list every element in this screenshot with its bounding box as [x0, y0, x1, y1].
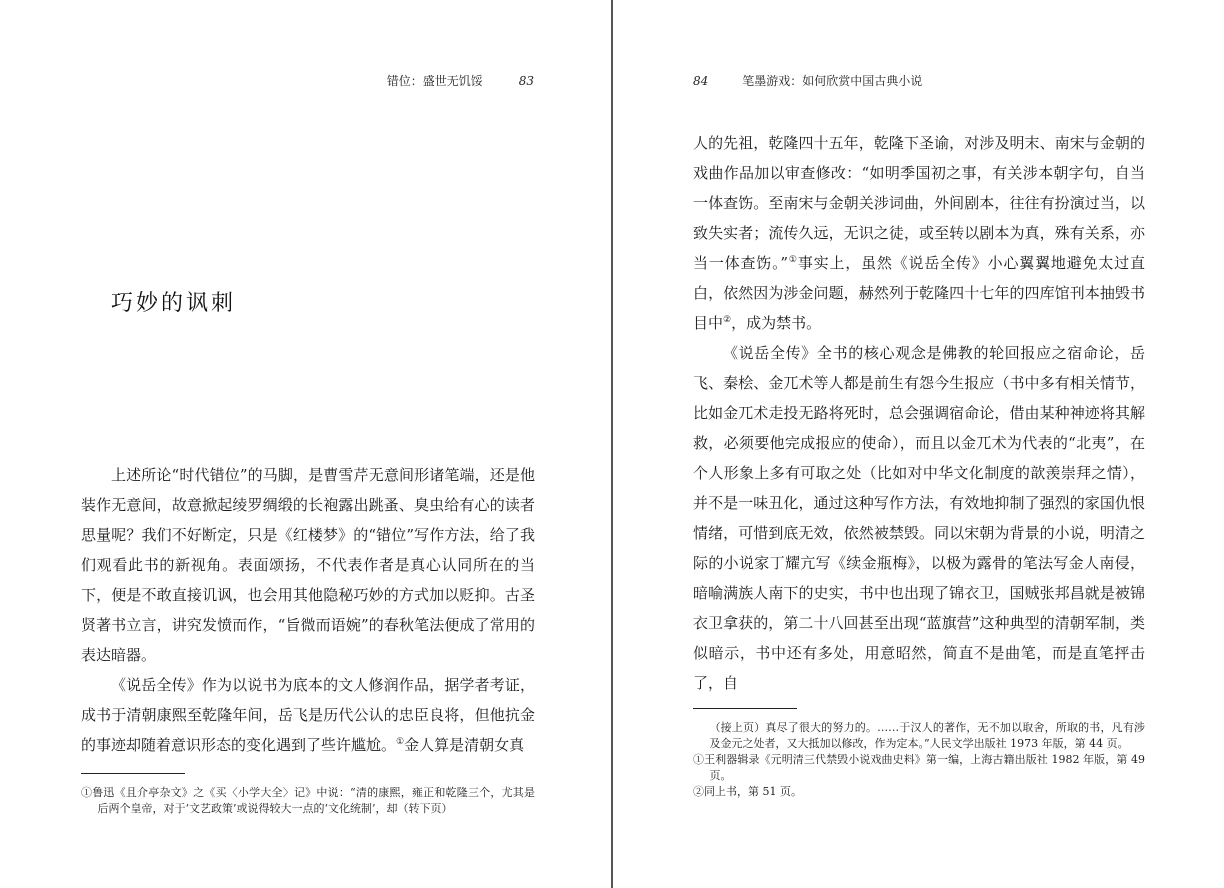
paragraph [693, 128, 1145, 338]
footnote-ref: ① [396, 737, 405, 747]
paragraph: 《说岳全传》全书的核心观念是佛教的轮回报应之宿命论，岳飞、秦桧、金兀术等人都是前生有怨今生报应（书中多有相关情节，比如金兀术走投无路将死时，总会强调宿命论，借由某种神迹将其解救，必须要他完成报应的使命），而且以金兀术为代表的“北夷”，在个人形象上多有可取之处（比如对中华文化制度的歆羡崇拜之情），并不是一味丑化，通过这种写作方法，有效地抑制了强烈的家国仇恨情绪，可惜到底无效，依然被禁毁。同以宋朝为背景的小说，明清之际的小说家丁耀亢写《续金瓶梅》，以极为露骨的笔法写金人南侵，暗喻满族人南下的史实，书中也出现了锦衣卫，国贼张邦昌就是被锦衣卫拿获的，第二十八回甚至出现“蓝旗营”这种典型的清朝军制，类似暗示，书中还有多处，用意昭然，简直不是曲笔，而是直笔抨击了，自 [693, 344, 1145, 692]
paragraph-text: 金人算是清朝女真 [404, 736, 525, 754]
running-head-right [693, 72, 922, 89]
footnote: ①鲁迅《且介亭杂文》之《买〈小学大全〉记》中说：“清的康熙，雍正和乾隆三个，尤其是后两个皇帝，对于‘文艺政策’或说得较大一点的‘文化统制’，却（转下页） [81, 786, 535, 815]
paragraph-text: ，成为禁书。 [731, 314, 822, 332]
chapter-title: 巧妙的讽刺 [111, 291, 237, 316]
footnotes-left [81, 785, 535, 817]
running-head-title: 错位：盛世无饥馁 [386, 74, 483, 88]
paragraph-text: 人的先祖，乾隆四十五年，乾隆下圣谕，对涉及明末、南宋与金朝的戏曲作品加以审查修改：“如明季国初之事，有关涉本朝字句，自当一体查饬。至南宋与金朝关涉词曲，外间剧本，往往有扮演过当，以致失实者；流传久远，无识之徒，或至转以剧本为真，殊有关系，亦当一体查饬。” [693, 134, 1145, 272]
body-text-right [693, 128, 1145, 698]
body-text-left [81, 460, 535, 760]
right-page [613, 0, 1224, 888]
footnote-ref: ② [723, 315, 732, 325]
page-number: 84 [693, 74, 709, 88]
paragraph: 上述所论“时代错位”的马脚，是曹雪芹无意间形诸笔端，还是他装作无意间，故意掀起绫罗绸缎的长袍露出跳蚤、臭虫给有心的读者思量呢？我们不好断定，只是《红楼梦》的“错位”写作方法，给了我们观看此书的新视角。表面颂扬，不代表作者是真心认同所在的当下，便是不敢直接讥讽，也会用其他隐秘巧妙的方式加以贬抑。古圣贤著书立言，讲究发愤而作，“旨微而语婉”的春秋笔法便成了常用的表达暗器。 [81, 466, 535, 664]
paragraph-text: 事实上，虽然《说岳全传》小心翼翼地避免太过直白，依然因为涉金问题，赫然列于乾隆四十七年的四库馆刊本抽毁书目中 [693, 254, 1146, 332]
footnote: ①王利器辑录《元明清三代禁毁小说戏曲史料》第一编，上海古籍出版社 1982 年版，第 49 页。 [693, 753, 1145, 782]
paragraph [81, 670, 535, 760]
paragraph-text: 《说岳全传》作为以说书为底本的文人修润作品，据学者考证，成书于清朝康熙至乾隆年间，岳飞是历代公认的忠臣良将，但他抗金的事迹却随着意识形态的变化遇到了些许尴尬。 [81, 676, 535, 754]
page-number: 83 [518, 74, 534, 88]
footnotes-right [693, 720, 1145, 800]
footnote: ②同上书，第 51 页。 [693, 785, 802, 798]
footnote-divider [693, 708, 797, 709]
running-head-title: 笔墨游戏：如何欣赏中国古典小说 [742, 74, 923, 88]
footnote: （接上页）真尽了很大的努力的。……于汉人的著作，无不加以取舍，所取的书，凡有涉及金元之处者，又大抵加以修改，作为定本。”人民文学出版社 1973 年版，第 44 页。 [709, 721, 1145, 750]
footnote-divider [81, 773, 185, 774]
footnote-ref: ① [788, 255, 798, 265]
running-head-left [387, 72, 534, 89]
